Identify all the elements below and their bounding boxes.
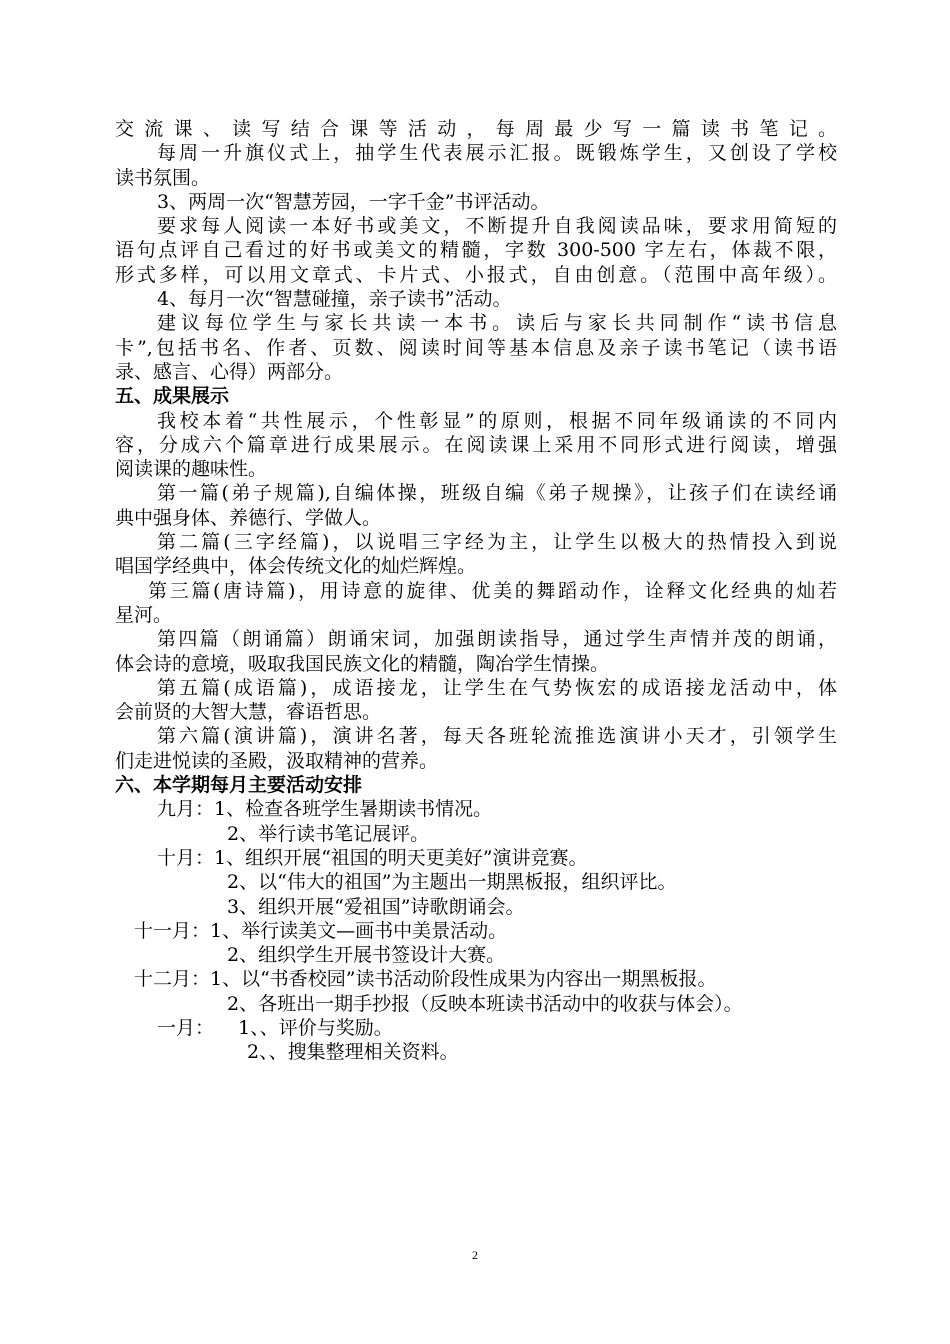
text-line: 卡”,包括书名、作者、页数、阅读时间等基本信息及亲子读书笔记（读书语	[115, 336, 837, 359]
text-line: 容，分成六个篇章进行成果展示。在阅读课上采用不同形式进行阅读，增强	[115, 433, 837, 456]
text-line: 建议每位学生与家长共读一本书。读后与家长共同制作“读书信息	[157, 312, 837, 335]
plan-item: 2、各班出一期手抄报（反映本班读书活动中的收获与体会）。	[227, 992, 743, 1015]
plan-item: 十月：1、组织开展“祖国的明天更美好”演讲竞赛。	[157, 846, 588, 869]
plan-item: 2、以“伟大的祖国”为主题出一期黑板报，组织评比。	[227, 871, 677, 894]
text-line: 4、每月一次“智慧碰撞，亲子读书”活动。	[157, 288, 512, 311]
plan-item: 3、组织开展“爱祖国”诗歌朗诵会。	[227, 895, 525, 918]
text-line: 交流课、读写结合课等活动，每周最少写一篇读书笔记。	[115, 118, 837, 140]
text-line: 第一篇(弟子规篇),自编体操，班级自编《弟子规操》，让孩子们在读经诵	[157, 482, 837, 505]
text-line: 3、两周一次“智慧芳园，一字千金”书评活动。	[157, 190, 550, 213]
text-line: 语句点评自己看过的好书或美文的精髓，字数 300-500 字左右，体裁不限，	[115, 239, 837, 262]
text-line: 星河。	[115, 603, 173, 626]
plan-item: 十二月：1、以“书香校园”读书活动阶段性成果为内容出一期黑板报。	[134, 968, 717, 991]
plan-item: 2、组织学生开展书签设计大赛。	[227, 944, 506, 967]
text-line: 我校本着“共性展示，个性彰显”的原则，根据不同年级诵读的不同内	[157, 409, 837, 432]
plan-item: 2、、搜集整理相关资料。	[247, 1041, 459, 1064]
plan-item: 十一月：1、举行读美文—画书中美景活动。	[134, 919, 508, 942]
text-line: 会前贤的大智大慧，睿语哲思。	[115, 701, 382, 724]
text-line: 第五篇(成语篇)，成语接龙，让学生在气势恢宏的成语接龙活动中，体	[157, 676, 837, 699]
plan-item: 2、举行读书笔记展评。	[227, 822, 430, 845]
document-body	[115, 117, 837, 1065]
plan-item: 一月： 1、、评价与奖励。	[157, 1016, 393, 1039]
text-line: 们走进悦读的圣殿，汲取精神的营养。	[115, 749, 439, 772]
text-line: 唱国学经典中，体会传统文化的灿烂辉煌。	[115, 555, 477, 578]
text-line: 每周一升旗仪式上，抽学生代表展示汇报。既锻炼学生，又创设了学校	[157, 142, 837, 165]
text-line: 阅读课的趣味性。	[115, 458, 268, 481]
text-line: 录、感言、心得）两部分。	[115, 360, 344, 383]
section-heading-monthly-plan: 六、本学期每月主要活动安排	[115, 774, 363, 797]
page-number: 2	[472, 1248, 478, 1262]
text-line: 第二篇(三字经篇)，以说唱三字经为主，让学生以极大的热情投入到说	[157, 531, 837, 554]
plan-item: 九月：1、检查各班学生暑期读书情况。	[157, 798, 493, 821]
text-line: 要求每人阅读一本好书或美文，不断提升自我阅读品味，要求用简短的	[157, 215, 837, 238]
text-line: 形式多样，可以用文章式、卡片式、小报式，自由创意。（范围中高年级）。	[115, 263, 837, 286]
text-line: 第三篇(唐诗篇)，用诗意的旋律、优美的舞蹈动作，诠释文化经典的灿若	[148, 579, 837, 602]
text-line: 典中强身体、养德行、学做人。	[115, 506, 382, 529]
section-heading-achievements: 五、成果展示	[115, 385, 230, 408]
text-line: 第四篇（朗诵篇）朗诵宋词，加强朗读指导，通过学生声情并茂的朗诵，	[157, 628, 837, 651]
text-line: 第六篇(演讲篇)，演讲名著，每天各班轮流推选演讲小天才，引领学生	[157, 725, 837, 748]
text-line: 体会诗的意境，吸取我国民族文化的精髓，陶冶学生情操。	[115, 652, 610, 675]
text-line: 读书氛围。	[115, 166, 211, 189]
